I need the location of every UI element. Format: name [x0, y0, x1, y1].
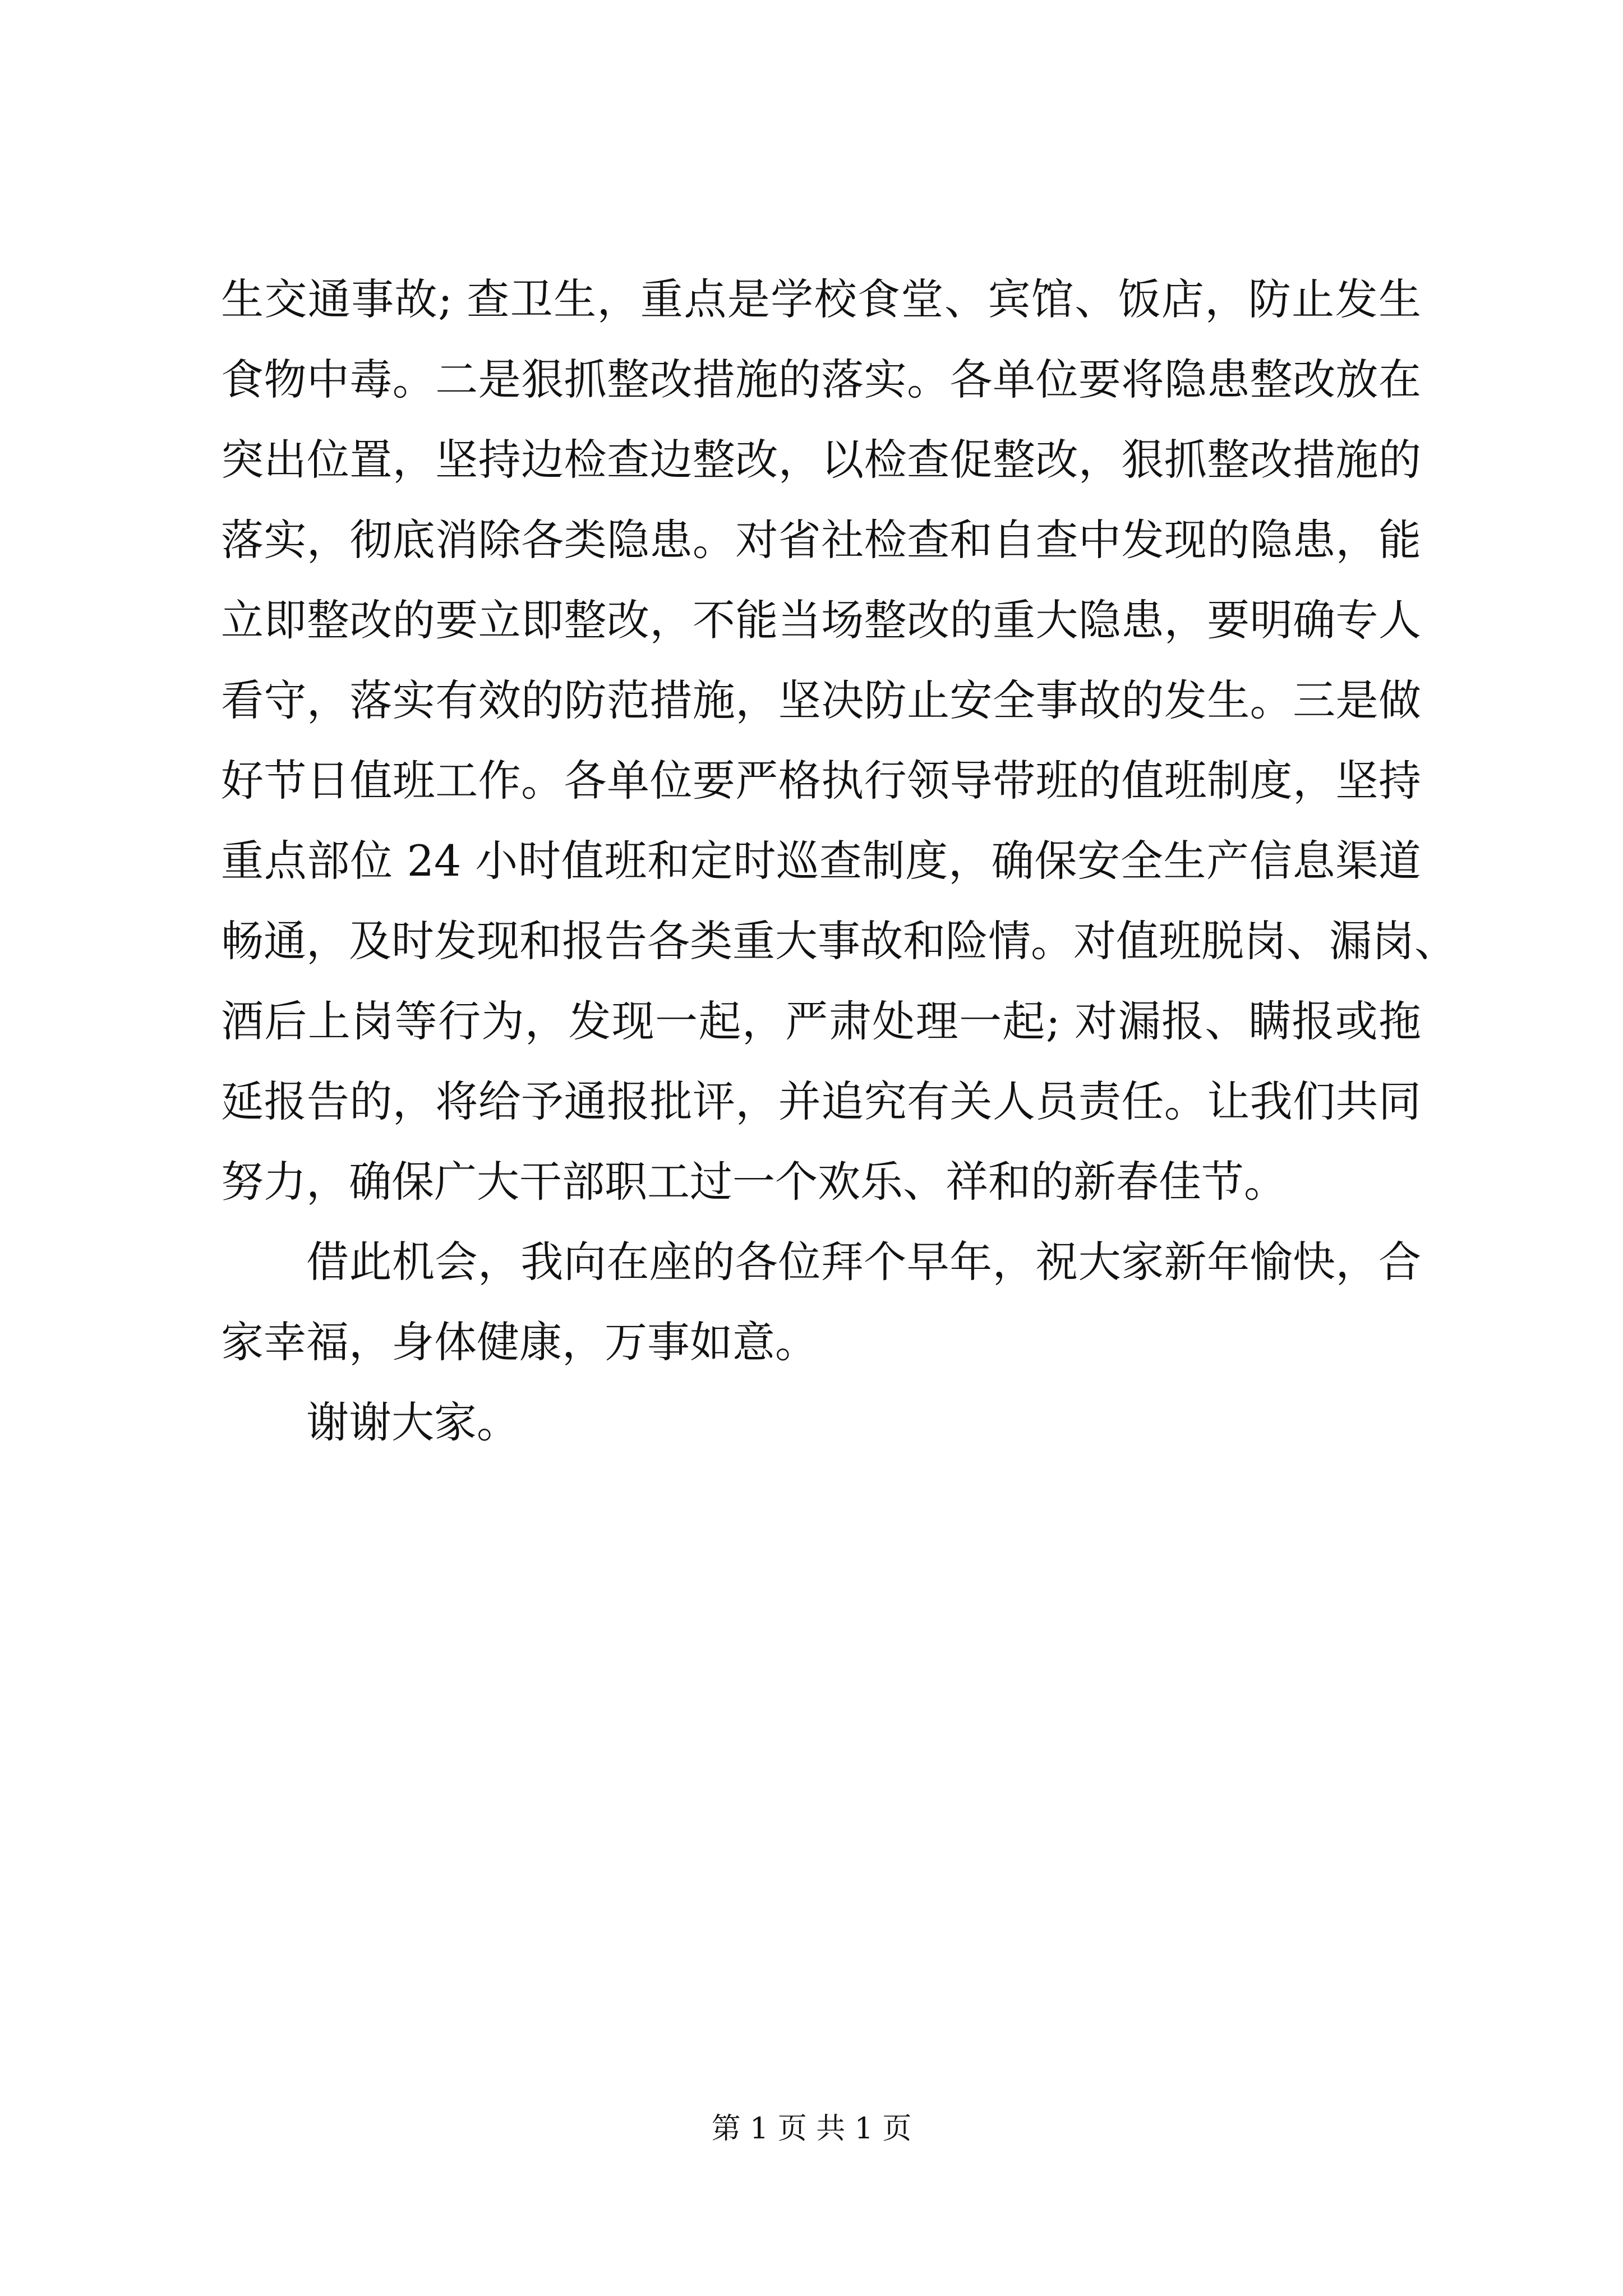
text-line: 看守，落实有效的防范措施，坚决防止安全事故的发生。三是做 [221, 675, 1421, 725]
text-line: 食物中毒。二是狠抓整改措施的落实。各单位要将隐患整改放在 [221, 355, 1421, 404]
text-line: 立即整改的要立即整改，不能当场整改的重大隐患，要明确专人 [221, 595, 1421, 645]
page-number-footer: 第 1 页 共 1 页 [711, 2112, 912, 2146]
text-line: 谢谢大家。 [306, 1397, 519, 1447]
text-line: 畅通，及时发现和报告各类重大事故和险情。对值班脱岗、漏岗、 [221, 916, 1457, 966]
text-line: 延报告的，将给予通报批评，并追究有关人员责任。让我们共同 [221, 1076, 1421, 1126]
text-line: 生交通事故; 查卫生，重点是学校食堂、宾馆、饭店，防止发生 [221, 274, 1421, 324]
text-line: 努力，确保广大干部职工过一个欢乐、祥和的新春佳节。 [221, 1157, 1287, 1207]
text-line: 家幸福，身体健康，万事如意。 [221, 1317, 818, 1367]
document-body [221, 259, 1457, 1462]
text-line: 好节日值班工作。各单位要严格执行领导带班的值班制度，坚持 [221, 756, 1421, 806]
text-line: 落实，彻底消除各类隐患。对省社检查和自查中发现的隐患，能 [221, 515, 1421, 565]
text-line: 重点部位 24 小时值班和定时巡查制度，确保安全生产信息渠道 [221, 836, 1421, 886]
text-line: 借此机会，我向在座的各位拜个早年，祝大家新年愉快，合 [306, 1237, 1421, 1287]
text-line: 酒后上岗等行为，发现一起，严肃处理一起; 对漏报、瞒报或拖 [221, 996, 1421, 1046]
text-line: 突出位置，坚持边检查边整改，以检查促整改，狠抓整改措施的 [221, 435, 1421, 485]
